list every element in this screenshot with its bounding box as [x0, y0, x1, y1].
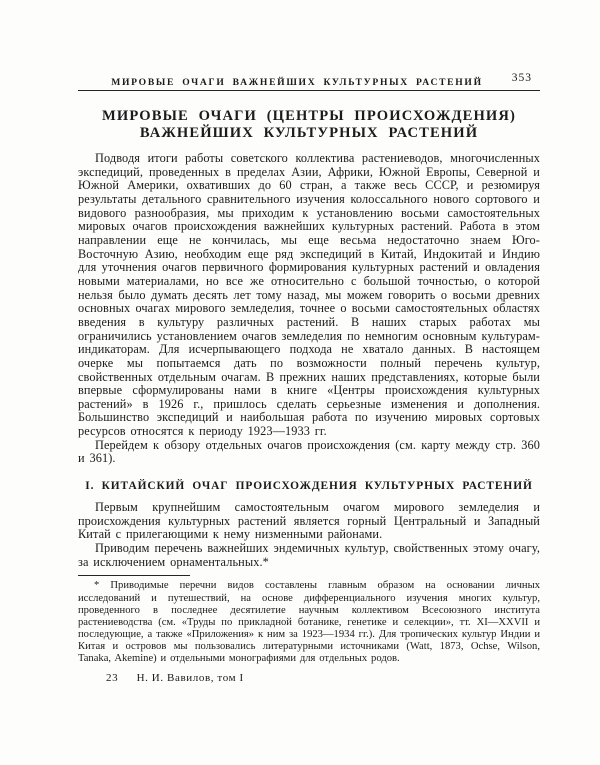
body-copy	[78, 152, 540, 569]
printers-signature-number: 23	[106, 672, 119, 685]
article-title-line-2: ВАЖНЕЙШИХ КУЛЬТУРНЫХ РАСТЕНИЙ	[139, 124, 479, 141]
text-block	[78, 72, 540, 684]
section-paragraph-1: Первым крупнейшим самостоятельным очагом мирового земледелия и происхождения культурных растений является горный Центральный и Западный Китай с прилегающими к нему низменными районами.	[78, 500, 540, 542]
footnote-text: * Приводимые перечни видов составлены главным образом на основании личных исследований и путешествий, на основе дифференциального изучения многих культур, проведенного в последнее десятилетие научным коллективом Всесоюзного института растениеводства (см. «Труды по прикладной ботанике, генетике и селекции», тт. XI—XXVII и последующие, а также «Приложения» к ним за 1923—1934 гг.). Для тропических культур Индии и Китая и островов мы пользовались литературными источниками (Watt, 1873, Ochse, Wilson, Tanaka, Akemine) и отдельными монографиями для отдельных родов.	[78, 580, 540, 665]
intro-paragraph-2: Перейдем к обзору отдельных очагов происхождения (см. карту между стр. 360 и 361).	[78, 437, 540, 466]
article-title	[78, 108, 540, 141]
intro-paragraph-1: Подводя итоги работы советского коллектива растениеводов, многочисленных экспедиций, проведенных в пределах Азии, Африки, Южной Европы, Северной и Южной Америки, охвативших до 60 стран, а также весь СССР, и резюмируя результаты детального сравнительного изучения колоссального нового сортового и видового разнообразия, мы приходим к установлению восьми самостоятельных мировых очагов происхождения важнейших культурных растений. Работа в этом направлении еще не кончилась, мы еще весьма недостаточно знаем Юго-Восточную Азию, необходим еще ряд экспедиций в Китай, Индокитай и Индию для уточнения очагов первичного формирования культурных растений и овладения новыми материалами, но все же относительно с большой точностью, о которой нельзя было думать десять лет тому назад, мы можем говорить о восьми древних основных очагах мирового земледелия, точнее о восьми самостоятельных областях введения в культуру различных растений. В наших старых работах мы ограничились установлением очагов земледелия по немногим основным культурам-индикаторам. Для исчерпывающего подхода не хватало данных. В настоящем очерке мы попытаемся дать по возможности полный перечень культур, свойственных отдельным очагам. В прежних наших представлениях, которые были впервые сформулированы нами в книге «Центры происхождения культурных растений» в 1926 г., пришлось сделать серьезные изменения и дополнения. Большинство экспедиций и наибольшая работа по изучению мировых сортовых ресурсов относятся к периоду 1923—1933 гг.	[78, 151, 540, 439]
footnote-separator-rule	[78, 575, 190, 576]
section-heading-chinese-center: I. КИТАЙСКИЙ ОЧАГ ПРОИСХОЖДЕНИЯ КУЛЬТУРНЫХ РАСТЕНИЙ	[85, 480, 533, 493]
header-rule	[78, 90, 540, 91]
page-number: 353	[511, 72, 532, 84]
article-title-line-1: МИРОВЫЕ ОЧАГИ (ЦЕНТРЫ ПРОИСХОЖДЕНИЯ)	[102, 108, 516, 124]
footer-volume-label: Н. И. Вавилов, том I	[136, 672, 244, 685]
running-head: МИРОВЫЕ ОЧАГИ ВАЖНЕЙШИХ КУЛЬТУРНЫХ РАСТЕНИЙ	[111, 77, 483, 88]
section-paragraph-2: Приводим перечень важнейших эндемичных культур, свойственных этому очагу, за исключением орнаментальных.*	[78, 541, 540, 569]
running-head-row	[78, 72, 540, 88]
footer-row	[78, 672, 540, 684]
